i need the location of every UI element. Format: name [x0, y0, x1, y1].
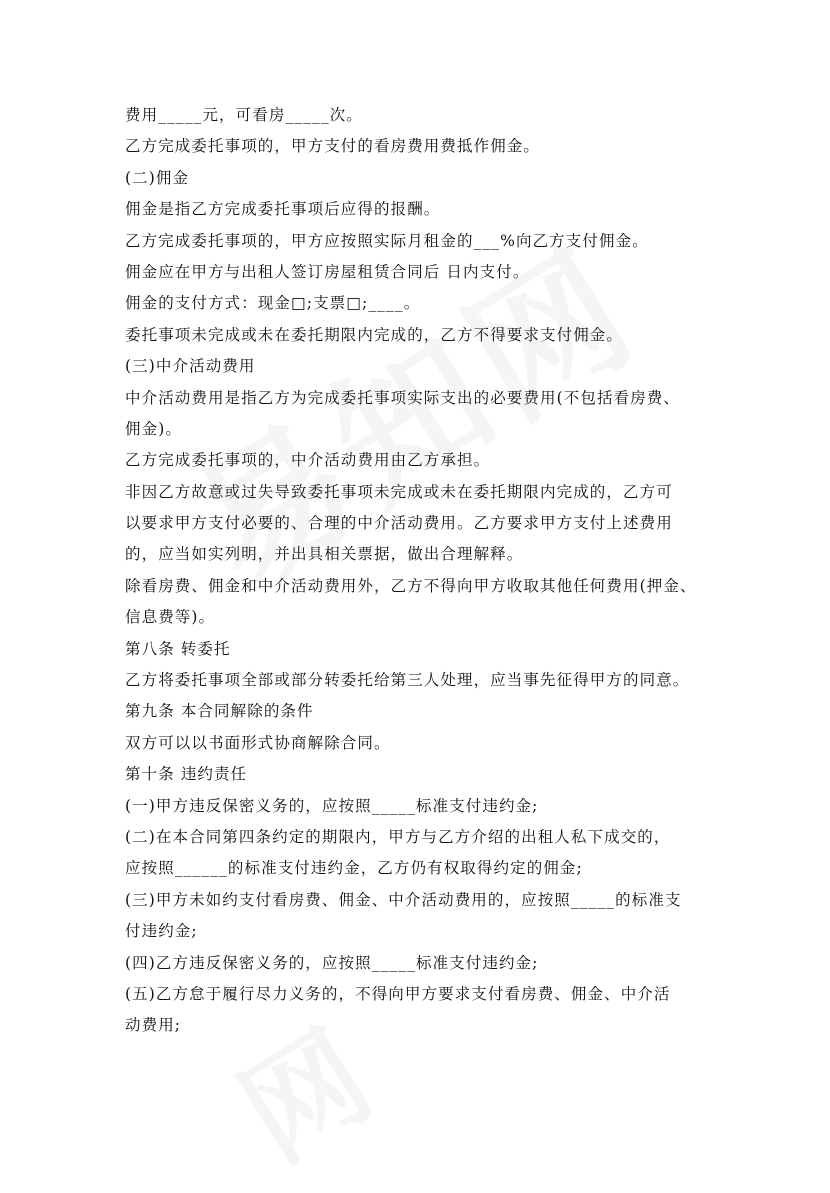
text-line-24: (二)在本合同第四条约定的期限内，甲方与乙方介绍的出租人私下成交的， — [125, 827, 671, 846]
text-line-7: 佣金的支付方式：现金□;支票□;____。 — [125, 294, 421, 313]
article-10-heading: 第十条 违约责任 — [125, 765, 248, 784]
text-line-2: 乙方完成委托事项的，甲方支付的看房费用费抵作佣金。 — [125, 137, 541, 156]
text-line-12: 乙方完成委托事项的，中介活动费用由乙方承担。 — [125, 451, 491, 470]
text-line-15: 的，应当如实列明，并出具相关票据，做出合理解释。 — [125, 545, 524, 564]
text-line-14: 以要求甲方支付必要的、合理的中介活动费用。乙方要求甲方支付上述费用 — [125, 514, 673, 533]
section-heading-commission: (二)佣金 — [125, 168, 190, 187]
text-line-21: 双方可以以书面形式协商解除合同。 — [125, 733, 391, 752]
text-line-8: 委托事项未完成或未在委托期限内完成的，乙方不得要求支付佣金。 — [125, 325, 624, 344]
text-line-19: 乙方将委托事项全部或部分转委托给第三人处理，应当事先征得甲方的同意。 — [125, 671, 690, 690]
text-line-4: 佣金是指乙方完成委托事项后应得的报酬。 — [125, 200, 441, 219]
text-line-26: (三)甲方未如约支付看房费、佣金、中介活动费用的，应按照_____的标准支 — [125, 890, 682, 909]
text-line-28: (四)乙方违反保密义务的，应按照_____标准支付违约金; — [125, 953, 539, 972]
text-line-6: 佣金应在甲方与出租人签订房屋租赁合同后 日内支付。 — [125, 262, 530, 281]
text-line-16: 除看房费、佣金和中介活动费用外，乙方不得向甲方收取其他任何费用(押金、 — [125, 576, 697, 595]
text-line-10: 中介活动费用是指乙方为完成委托事项实际支出的必要费用(不包括看房费、 — [125, 388, 680, 407]
text-line-25: 应按照______的标准支付违约金，乙方仍有权取得约定的佣金; — [125, 859, 583, 878]
text-line-13: 非因乙方故意或过失导致委托事项未完成或未在委托期限内完成的，乙方可 — [125, 482, 673, 501]
text-line-30: 动费用; — [125, 1016, 182, 1035]
text-line-29: (五)乙方怠于履行尽力义务的，不得向甲方要求支付看房费、佣金、中介活 — [125, 984, 671, 1003]
text-line-1: 费用_____元，可看房_____次。 — [125, 106, 363, 124]
text-line-11: 佣金)。 — [125, 419, 182, 438]
text-line-5: 乙方完成委托事项的，甲方应按照实际月租金的___%向乙方支付佣金。 — [125, 231, 649, 250]
text-line-17: 信息费等)。 — [125, 608, 216, 627]
text-line-23: (一)甲方违反保密义务的，应按照_____标准支付违约金; — [125, 796, 539, 815]
article-8-heading: 第八条 转委托 — [125, 639, 231, 658]
section-heading-agency-fees: (三)中介活动费用 — [125, 357, 256, 376]
text-line-27: 付违约金; — [125, 922, 198, 941]
article-9-heading: 第九条 本合同解除的条件 — [125, 702, 314, 721]
document-body — [125, 100, 715, 1042]
